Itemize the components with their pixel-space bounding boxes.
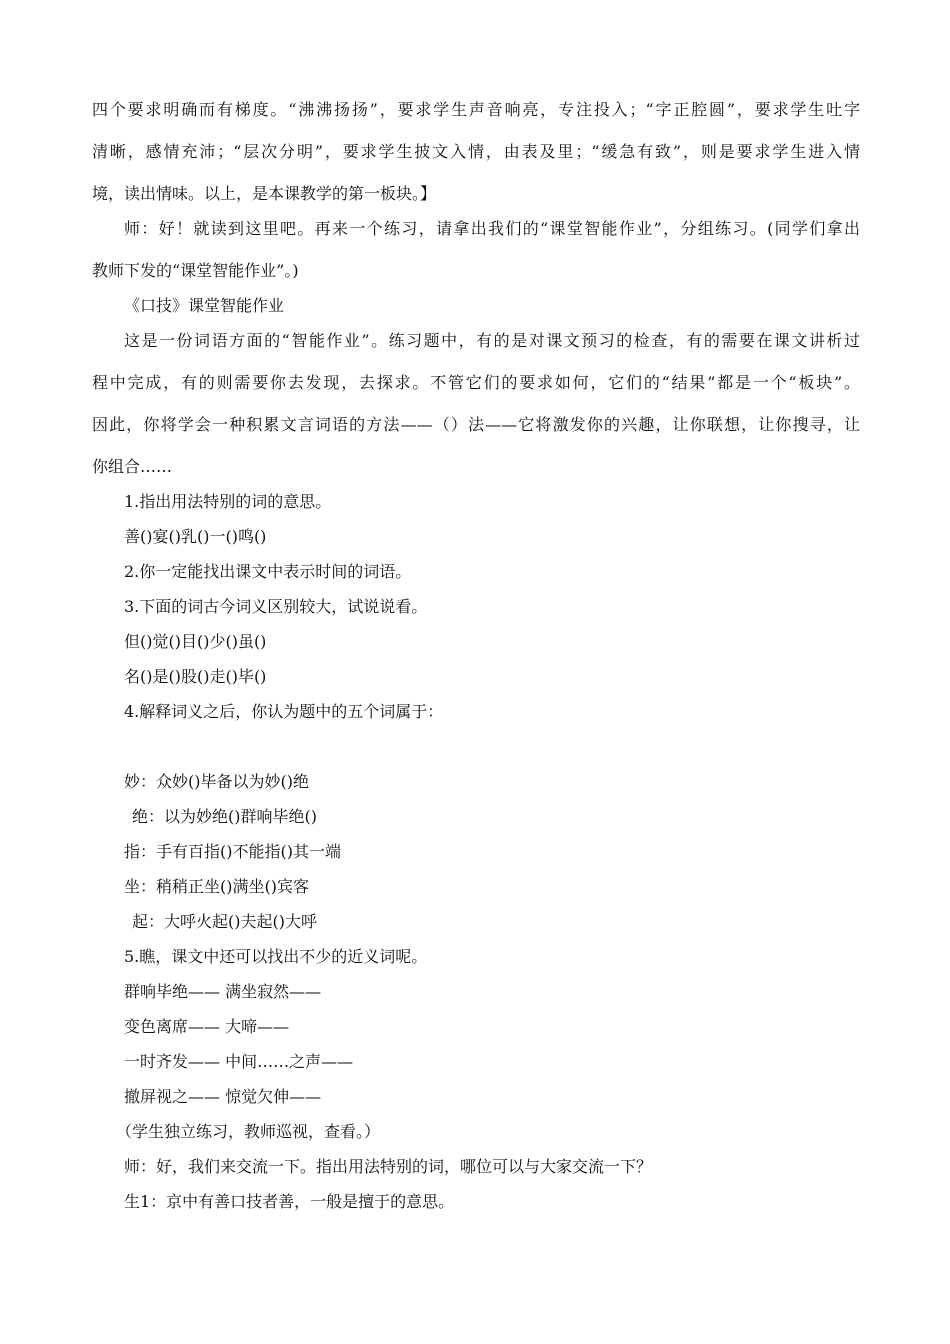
exercise-item: （学生独立练习，教师巡视，查看。）: [116, 1122, 381, 1141]
exercise-item: 坐：稍稍正坐()满坐()宾客: [124, 877, 309, 896]
exercise-item: 1.指出用法特别的词的意思。: [124, 492, 332, 511]
section-heading: 《口技》课堂智能作业: [124, 296, 285, 315]
exercise-item: 3.下面的词古今词义区别较大，试说说看。: [124, 597, 428, 616]
exercise-item: 生1：京中有善口技者善，一般是擅于的意思。: [124, 1192, 455, 1211]
paragraph-line: 四个要求明确而有梯度。“沸沸扬扬”，要求学生声音响亮，专注投入；“字正腔圆”，要求学生吐字: [92, 100, 860, 119]
paragraph-line: 教师下发的“课堂智能作业”。): [92, 261, 299, 280]
exercise-item: 绝：以为妙绝()群响毕绝(): [132, 807, 317, 826]
paragraph-line: 师：好！就读到这里吧。再来一个练习，请拿出我们的“课堂智能作业”，分组练习。(同学们拿出: [124, 219, 860, 238]
exercise-item: 一时齐发—— 中间……之声——: [124, 1052, 354, 1071]
exercise-item: 变色离席—— 大啼——: [124, 1017, 290, 1036]
exercise-item: 5.瞧，课文中还可以找出不少的近义词呢。: [124, 947, 428, 966]
exercise-item: 起：大呼火起()夫起()大呼: [132, 912, 317, 931]
exercise-item: 名()是()股()走()毕(): [124, 667, 267, 686]
exercise-item: 但()觉()目()少()虽(): [124, 632, 267, 651]
paragraph-line: 因此，你将学会一种积累文言词语的方法——（）法——它将激发你的兴趣，让你联想，让你搜寻，让: [92, 415, 860, 434]
exercise-item: 指：手有百指()不能指()其一端: [124, 842, 341, 861]
paragraph-line: 你组合……: [92, 457, 173, 476]
paragraph-line: 这是一份词语方面的“智能作业”。练习题中，有的是对课文预习的检查，有的需要在课文讲析过: [124, 331, 860, 350]
paragraph-line: 清晰，感情充沛；“层次分明”，要求学生披文入情，由表及里；“缓急有致”，则是要求学生进入情: [92, 142, 860, 161]
exercise-item: 善()宴()乳()一()鸣(): [124, 527, 267, 546]
paragraph-line: 程中完成，有的则需要你去发现，去探求。不管它们的要求如何，它们的“结果”都是一个“板块”。: [92, 373, 860, 392]
exercise-item: 2.你一定能找出课文中表示时间的词语。: [124, 562, 412, 581]
exercise-item: 撤屏视之—— 惊觉欠伸——: [124, 1087, 322, 1106]
exercise-item: 妙：众妙()毕备以为妙()绝: [124, 772, 309, 791]
exercise-item: 群响毕绝—— 满坐寂然——: [124, 982, 322, 1001]
exercise-item: 4.解释词义之后，你认为题中的五个词属于：: [124, 702, 444, 721]
paragraph-line: 境，读出情味。以上，是本课教学的第一板块。】: [92, 184, 437, 203]
exercise-item: 师：好，我们来交流一下。指出用法特别的词，哪位可以与大家交流一下？: [124, 1157, 653, 1176]
